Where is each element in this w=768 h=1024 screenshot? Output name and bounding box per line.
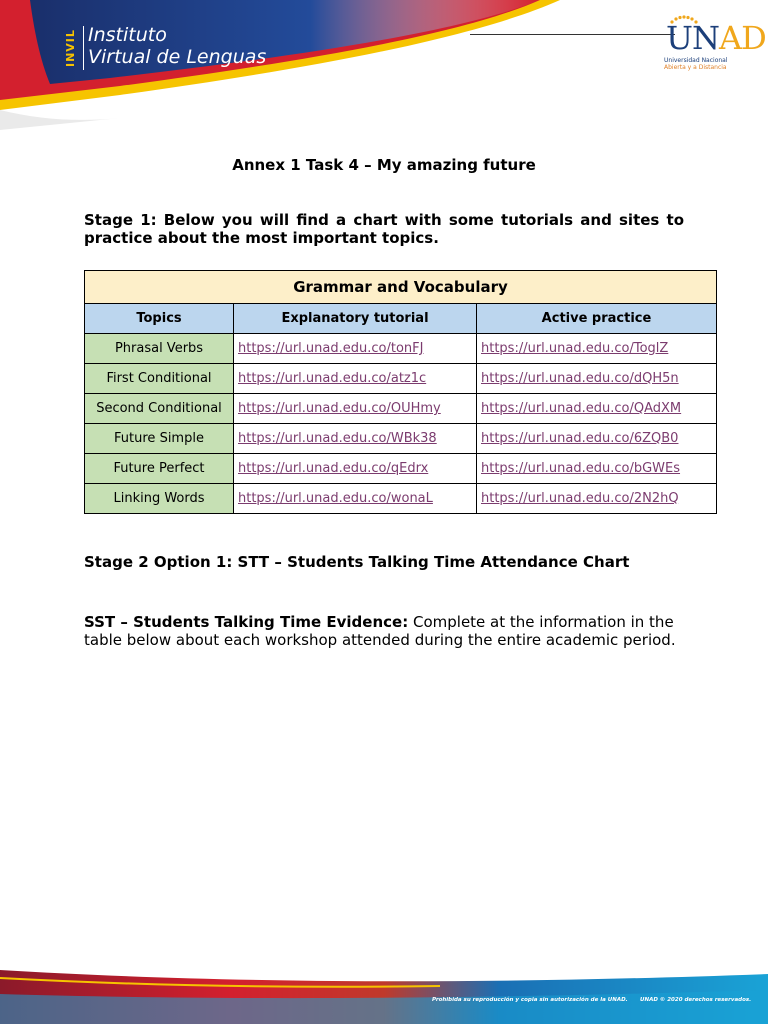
topic-cell: Linking Words — [85, 484, 234, 514]
table-row — [85, 454, 717, 484]
tutorial-cell — [234, 424, 477, 454]
table-row — [85, 394, 717, 424]
practice-cell — [477, 334, 717, 364]
header-rule — [470, 34, 675, 35]
unad-subtitle-line1: Universidad Nacional — [664, 57, 728, 64]
brand-title-line1: Instituto — [88, 24, 167, 46]
column-header-tutorial: Explanatory tutorial — [234, 304, 477, 334]
table-row — [85, 334, 717, 364]
table-row — [85, 484, 717, 514]
practice-cell — [477, 484, 717, 514]
unad-wordmark-ad: AD — [718, 19, 766, 57]
unad-wordmark-un: UN — [666, 19, 719, 57]
practice-cell — [477, 424, 717, 454]
tutorial-link[interactable]: https://url.unad.edu.co/tonFJ — [238, 341, 424, 356]
footer-copyright-notice: Prohibida su reproducción y copia sin autorización de la UNAD. — [432, 997, 628, 1003]
unad-subtitle-line2: Abierta y a Distancia — [664, 64, 727, 71]
tutorial-link[interactable]: https://url.unad.edu.co/atz1c — [238, 371, 427, 386]
practice-cell — [477, 394, 717, 424]
tutorial-link[interactable]: https://url.unad.edu.co/OUHmy — [238, 401, 441, 416]
footer-swoosh-graphic — [0, 960, 768, 1024]
topic-cell: Phrasal Verbs — [85, 334, 234, 364]
brand-title-line2: Virtual de Lenguas — [88, 46, 267, 68]
practice-link[interactable]: https://url.unad.edu.co/bGWEs — [481, 461, 681, 476]
practice-link[interactable]: https://url.unad.edu.co/2N2hQ — [481, 491, 679, 506]
grammar-vocabulary-table — [84, 270, 717, 514]
table-row — [85, 424, 717, 454]
sst-text: Complete at the information in the table below about each workshop attended during the entire academic period. — [84, 613, 676, 649]
table-row — [85, 364, 717, 394]
tutorial-link[interactable]: https://url.unad.edu.co/wonaL — [238, 491, 433, 506]
footer-banner — [0, 960, 768, 1024]
tutorial-cell — [234, 454, 477, 484]
tutorial-link[interactable]: https://url.unad.edu.co/qEdrx — [238, 461, 429, 476]
topic-cell: Future Perfect — [85, 454, 234, 484]
unad-wordmark — [666, 19, 766, 57]
tutorial-cell — [234, 334, 477, 364]
tutorial-cell — [234, 364, 477, 394]
topic-cell: First Conditional — [85, 364, 234, 394]
practice-link[interactable]: https://url.unad.edu.co/6ZQB0 — [481, 431, 679, 446]
brand-separator — [83, 26, 84, 70]
sst-paragraph — [84, 613, 684, 649]
tutorial-cell — [234, 484, 477, 514]
unad-subtitle — [664, 57, 744, 71]
topic-cell: Second Conditional — [85, 394, 234, 424]
practice-link[interactable]: https://url.unad.edu.co/QAdXM — [481, 401, 682, 416]
stage1-instructions: Stage 1: Below you will find a chart with some tutorials and sites to practice about the most important topics. — [84, 211, 684, 247]
practice-cell — [477, 364, 717, 394]
practice-link[interactable]: https://url.unad.edu.co/ToglZ — [481, 341, 669, 356]
sst-label: SST – Students Talking Time Evidence: — [84, 613, 409, 631]
column-header-topics: Topics — [85, 304, 234, 334]
practice-cell — [477, 454, 717, 484]
tutorial-cell — [234, 394, 477, 424]
invil-vertical-label: INVIL — [64, 29, 77, 67]
tutorial-link[interactable]: https://url.unad.edu.co/WBk38 — [238, 431, 437, 446]
practice-link[interactable]: https://url.unad.edu.co/dQH5n — [481, 371, 679, 386]
stage2-heading: Stage 2 Option 1: STT – Students Talking Time Attendance Chart — [84, 553, 630, 571]
page-title: Annex 1 Task 4 – My amazing future — [232, 156, 536, 174]
header-banner — [0, 0, 768, 130]
table-heading: Grammar and Vocabulary — [85, 271, 717, 304]
footer-rights: UNAD © 2020 derechos reservados. — [640, 997, 752, 1003]
column-header-practice: Active practice — [477, 304, 717, 334]
topic-cell: Future Simple — [85, 424, 234, 454]
